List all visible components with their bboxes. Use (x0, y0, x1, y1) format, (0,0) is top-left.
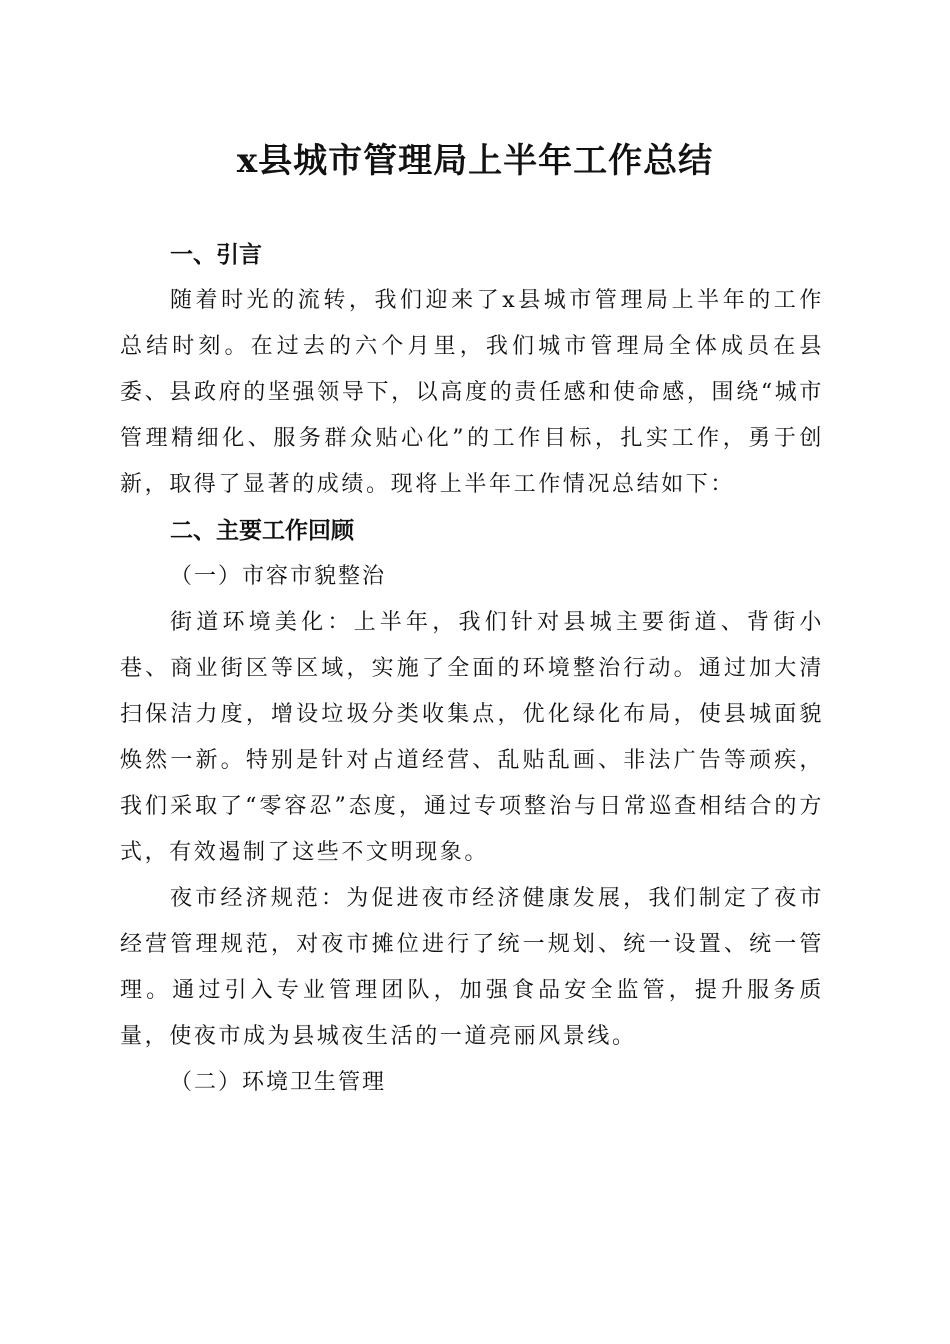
intro-paragraph: 随着时光的流转，我们迎来了x县城市管理局上半年的工作总结时刻。在过去的六个月里，我们城市管理局全体成员在县委、县政府的坚强领导下，以高度的责任感和使命感，围绕“城市管理精细化、服务群众贴心化”的工作目标，扎实工作，勇于创新，取得了显著的成绩。现将上半年工作情况总结如下： (120, 288, 824, 497)
night-market-paragraph: 夜市经济规范：为促进夜市经济健康发展，我们制定了夜市经营管理规范，对夜市摊位进行了统一规划、统一设置、统一管理。通过引入专业管理团队，加强食品安全监管，提升服务质量，使夜市成为县城夜生活的一道亮丽风景线。 (120, 886, 824, 1049)
section-heading-intro: 一、引言 (170, 242, 262, 268)
street-environment-paragraph: 街道环境美化：上半年，我们针对县城主要街道、背街小巷、商业街区等区域，实施了全面的环境整治行动。通过加大清扫保洁力度，增设垃圾分类收集点，优化绿化布局，使县城面貌焕然一新。特别是针对占道经营、乱贴乱画、非法广告等顽疾，我们采取了“零容忍”态度，通过专项整治与日常巡查相结合的方式，有效遏制了这些不文明现象。 (120, 610, 824, 865)
document-body (120, 232, 824, 1106)
subsection-heading-city-appearance: （一）市容市貌整治 (170, 564, 387, 589)
section-heading-review: 二、主要工作回顾 (170, 518, 354, 544)
subsection-heading-sanitation: （二）环境卫生管理 (170, 1070, 387, 1095)
document-title: x县城市管理局上半年工作总结 (236, 141, 714, 181)
